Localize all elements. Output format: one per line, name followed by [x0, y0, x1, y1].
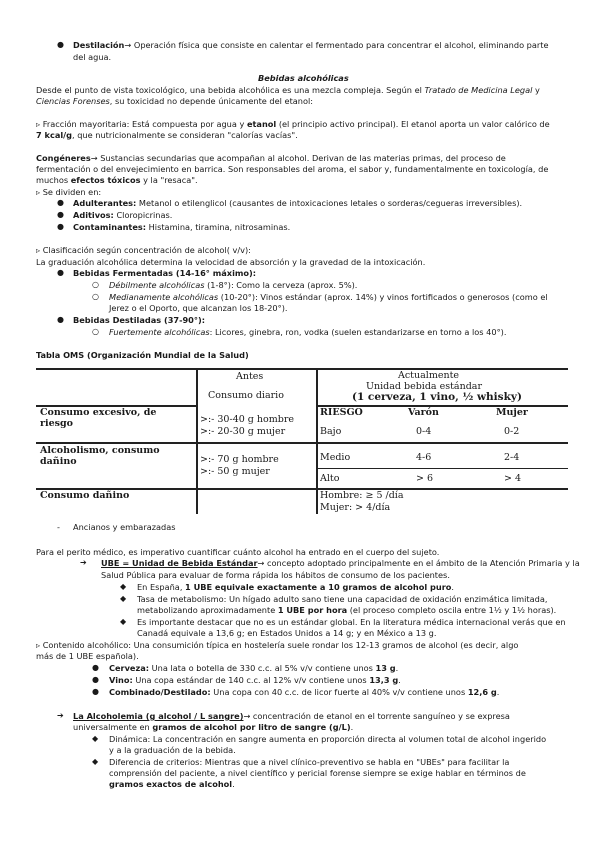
contenido-combinado: Combinado/Destilado: Una copa con 40 c.c. de licor fuerte al 40% v/v contiene unos 12,6 g.	[109, 687, 500, 697]
section-heading-bebidas: Bebidas alcohólicas	[258, 73, 349, 83]
table-rule	[316, 368, 318, 514]
se-dividen-label: ▹ Se dividen en:	[36, 187, 102, 197]
row-label-danino: dañino	[40, 456, 77, 467]
cell-r1-hombre: >:- 30-40 g hombre	[200, 414, 294, 425]
destilacion-line1: Destilación→ Operación física que consiste en calentar el fermentado para concentrar el alcohol, eliminando parte	[73, 40, 549, 50]
col-header-actualmente: Actualmente	[398, 370, 460, 381]
row-label-riesgo: riesgo	[40, 418, 73, 429]
bullet-circle: ○	[92, 292, 99, 301]
bullet-dot: ●	[57, 210, 64, 219]
tabla-title: Tabla OMS (Organización Mundial de la Salud)	[36, 350, 249, 360]
diamond-bullet: ◆	[120, 617, 127, 626]
oms-table	[36, 368, 568, 514]
destilacion-line2: del agua.	[73, 52, 112, 62]
row-label-consumo-danino: Consumo dañino	[40, 490, 130, 501]
fraccion-line2: 7 kcal/g, que nutricionalmente se consideran "calorías vacías".	[36, 130, 298, 140]
bullet-dot: ●	[57, 198, 64, 207]
bullet-dot: ●	[57, 222, 64, 231]
congeneres-line2: fermentación o del envejecimiento en barrica. Son responsables del aroma, el sabor y, fundamentalmente en toxicología, de	[36, 164, 549, 174]
perito-paragraph: Para el perito médico, es imperativo cuantificar cuánto alcohol ha entrado en el cuerpo del sujeto.	[36, 547, 440, 557]
cell-r2-riesgo-medio: Medio	[320, 452, 351, 463]
cell-r2-mujer: >:- 50 g mujer	[200, 466, 270, 477]
ancianos-item: Ancianos y embarazadas	[73, 522, 176, 532]
cell-r1-riesgo: Bajo	[320, 426, 342, 437]
col-header-varon: Varón	[408, 407, 439, 418]
contenido-cerveza: Cerveza: Una lata o botella de 330 c.c. al 5% v/v contiene unos 13 g.	[109, 663, 399, 673]
congeneres-line1: Congéneres→ Sustancias secundarias que acompañan al alcohol. Derivan de las materias primas, del proceso de	[36, 153, 506, 163]
contenido-vino: Vino: Una copa estándar de 140 c.c. al 12% v/v contiene unos 13,3 g.	[109, 675, 401, 685]
col-header-ube-def: (1 cerveza, 1 vino, ½ whisky)	[352, 391, 522, 403]
ube-line2: Salud Pública para evaluar de forma rápida los hábitos de consumo de los pacientes.	[101, 570, 450, 580]
fermentadas-item2: Medianamente alcohólicas (10-20°): Vinos estándar (aprox. 14%) y vinos fortificados o generosos (como el	[109, 292, 548, 302]
cell-r2-mujer-medio: 2-4	[504, 452, 520, 463]
fermentadas-item1: Débilmente alcohólicas (1-8°): Como la cerveza (aprox. 5%).	[109, 280, 358, 290]
bullet-dot: ●	[57, 315, 64, 324]
alcoholemia-detail1: Dinámica: La concentración en sangre aumenta en proporción directa al volumen total de alcohol ingerido	[109, 734, 547, 744]
bullet-circle: ○	[92, 280, 99, 289]
cell-r2-mujer-alto: > 4	[504, 473, 522, 484]
alcoholemia-detail2-end: gramos exactos de alcohol.	[109, 779, 235, 789]
contenido-line1: ▹ Contenido alcohólico: Una consumición típica en hostelería suele rondar los 12-13 gramos de alcohol (es decir, algo	[36, 640, 519, 650]
bullet-dot: ●	[92, 663, 99, 672]
cell-r1-varon: 0-4	[416, 426, 432, 437]
contenido-line2: más de 1 UBE española).	[36, 651, 139, 661]
ube-detail3: Es importante destacar que no es un estándar global. En la literatura médica internacional verás que en	[137, 617, 566, 627]
col-header-riesgo: RIESGO	[320, 407, 363, 418]
diamond-bullet: ◆	[92, 757, 99, 766]
alcoholemia-detail1-cont: y a la graduación de la bebida.	[109, 745, 236, 755]
destiladas-item1: Fuertemente alcohólicas: Licores, ginebra, ron, vodka (suelen estandarizarse en torno a los 40°).	[109, 327, 507, 337]
clasificacion-intro: La graduación alcohólica determina la velocidad de absorción y la gravedad de la intoxicación.	[36, 257, 426, 267]
list-item-aditivos: Aditivos: Cloropicrinas.	[73, 210, 173, 220]
fermentadas-item2-cont: Jerez o el Oporto, que alcanzan los 18-20°).	[109, 303, 288, 313]
diamond-bullet: ◆	[120, 594, 127, 603]
alcoholemia-detail2-cont: comprensión del paciente, a nivel científico y pericial forense siempre se exige hablar en términos de	[109, 768, 526, 778]
row-label-alcoholismo: Alcoholismo, consumo	[40, 445, 160, 456]
arrow-bullet: ➔	[57, 711, 64, 720]
fraccion-line1: ▹ Fracción mayoritaria: Está compuesta por agua y etanol (el principio activo principal). El etanol aporta un valor calórico de	[36, 119, 550, 129]
table-rule	[196, 368, 198, 514]
fermentadas-title: Bebidas Fermentadas (14-16° máximo):	[73, 268, 257, 278]
cell-r1-mujer-val: 0-2	[504, 426, 520, 437]
col-header-mujer: Mujer	[496, 407, 528, 418]
cell-r2-varon-medio: 4-6	[416, 452, 432, 463]
ube-line1: UBE = Unidad de Bebida Estándar→ concepto adoptado principalmente en el ámbito de la Atención Primaria y la	[101, 558, 580, 568]
cell-r2-riesgo-alto: Alto	[320, 473, 340, 484]
bebidas-p2: Ciencias Forenses, su toxicidad no depende únicamente del etanol:	[36, 96, 314, 106]
alcoholemia-line1: La Alcoholemia (g alcohol / L sangre)→ concentración de etanol en el torrente sanguíneo y se expresa	[73, 711, 510, 721]
diamond-bullet: ◆	[120, 582, 127, 591]
ube-detail2: Tasa de metabolismo: Un hígado adulto sano tiene una capacidad de oxidación enzimática limitada,	[137, 594, 548, 604]
destiladas-title: Bebidas Destiladas (37-90°):	[73, 315, 205, 325]
table-rule	[36, 368, 568, 370]
bullet-dot: ●	[57, 268, 64, 277]
diamond-bullet: ◆	[92, 734, 99, 743]
arrow-bullet: ➔	[80, 558, 87, 567]
congeneres-line3: muchos efectos tóxicos y la "resaca".	[36, 175, 198, 185]
bullet-dot: ●	[92, 687, 99, 696]
list-item-contaminantes: Contaminantes: Histamina, tiramina, nitrosaminas.	[73, 222, 291, 232]
clasificacion-title: ▹ Clasificación según concentración de alcohol( v/v):	[36, 245, 251, 255]
list-item-adulterantes: Adulterantes: Metanol o etilenglicol (causantes de intoxicaciones letales o sorderas/cegueras irreversibles).	[73, 198, 523, 208]
bebidas-p1: Desde el punto de vista toxicológico, una bebida alcohólica es una mezcla compleja. Según el Tratado de Medicina Legal y	[36, 85, 540, 95]
alcoholemia-detail2: Diferencia de criterios: Mientras que a nivel clínico-preventivo se habla en "UBEs" para facilitar la	[109, 757, 510, 767]
bullet-dot: ●	[92, 675, 99, 684]
cell-r1-mujer: >:- 20-30 g mujer	[200, 426, 286, 437]
ube-detail3-cont: Canadá equivale a 13,6 g; en Estados Unidos a 14 g; y en México a 13 g.	[137, 628, 437, 638]
cell-r2-hombre: >:- 70 g hombre	[200, 454, 279, 465]
bullet-circle: ○	[92, 327, 99, 336]
alcoholemia-line2: universalmente en gramos de alcohol por litro de sangre (g/L).	[73, 722, 354, 732]
cell-r3-hombre: Hombre: ≥ 5 /día	[320, 490, 404, 501]
bullet-dot: ●	[57, 40, 64, 49]
row-label-consumo-excesivo: Consumo excesivo, de	[40, 407, 157, 418]
ube-detail2-cont: metabolizando aproximadamente 1 UBE por hora (el proceso completo oscila entre 1½ y 1½ horas).	[137, 605, 557, 615]
table-rule	[316, 468, 568, 469]
col-header-consumo-diario: Consumo diario	[208, 390, 284, 401]
cell-r3-mujer: Mujer: > 4/día	[320, 502, 391, 513]
ube-detail1: En España, 1 UBE equivale exactamente a 10 gramos de alcohol puro.	[137, 582, 454, 592]
col-header-ube: Unidad bebida estándar	[366, 381, 482, 392]
dash-bullet: -	[57, 522, 60, 532]
table-rule	[36, 442, 568, 444]
cell-r2-varon-alto: > 6	[416, 473, 434, 484]
col-header-antes: Antes	[236, 371, 264, 382]
